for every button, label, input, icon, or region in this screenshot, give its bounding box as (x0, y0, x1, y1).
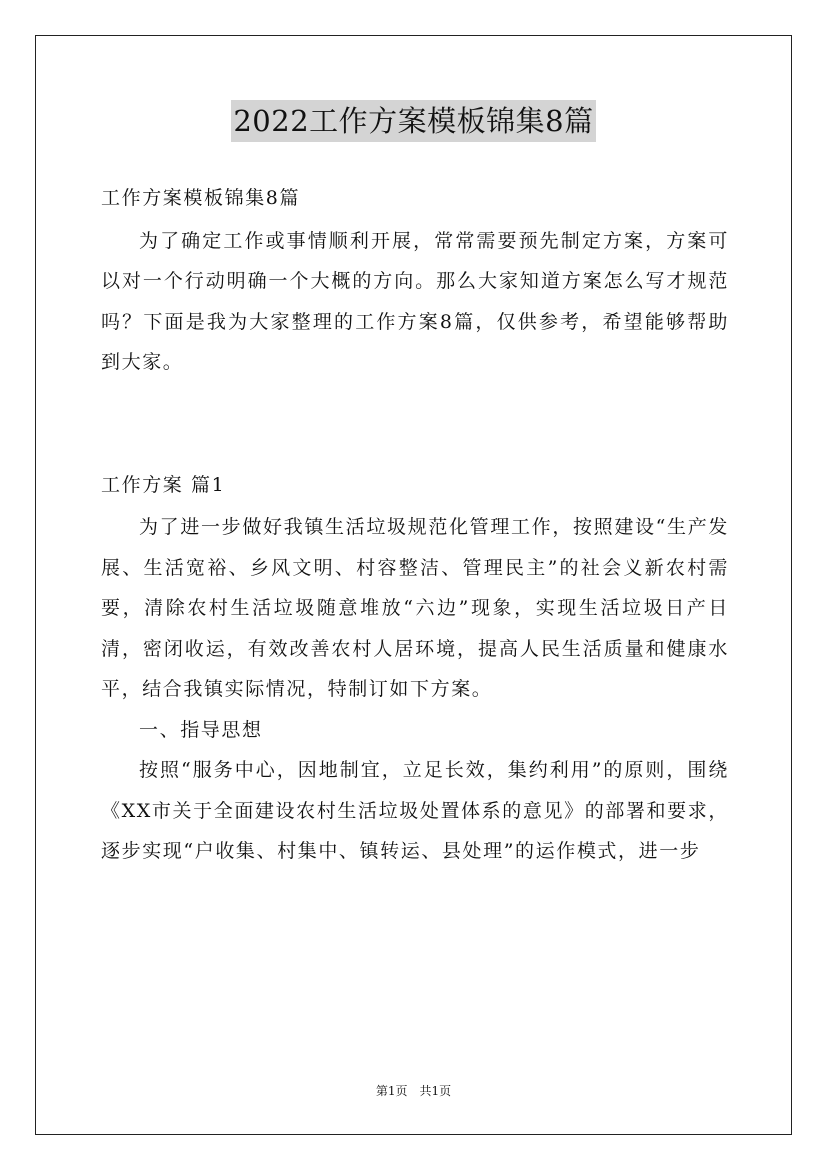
section-paragraph: 为了进一步做好我镇生活垃圾规范化管理工作，按照建设“生产发展、生活宽裕、乡风文明、村容整洁、管理民主”的社会义新农村需要，清除农村生活垃圾随意堆放“六边”现象，实现生活垃圾日产日清，密闭收运，有效改善农村人居环境，提高人民生活质量和健康水平，结合我镇实际情况，特制订如下方案。 (101, 516, 729, 700)
section-paragraph-2: 按照“服务中心，因地制宜，立足长效，集约利用”的原则，围绕《XX市关于全面建设农村生活垃圾处置体系的意见》的部署和要求，逐步实现“户收集、村集中、镇转运、县处理”的运作模式，进一步 (101, 759, 729, 862)
page-footer: 第1页 共1页 (375, 1084, 452, 1098)
document-subtitle: 工作方案模板锦集8篇 (101, 187, 301, 209)
document-body (101, 178, 729, 872)
subheading-guiding-ideology: 一、指导思想 (139, 718, 263, 741)
section-heading: 工作方案 篇1 (101, 473, 226, 496)
title-container (0, 100, 827, 142)
intro-paragraph: 为了确定工作或事情顺利开展，常常需要预先制定方案，方案可以对一个行动明确一个大概的方向。那么大家知道方案怎么写才规范吗？下面是我为大家整理的工作方案8篇，仅供参考，希望能够帮助到大家。 (101, 229, 729, 373)
document-title: 2022工作方案模板锦集8篇 (231, 100, 595, 142)
